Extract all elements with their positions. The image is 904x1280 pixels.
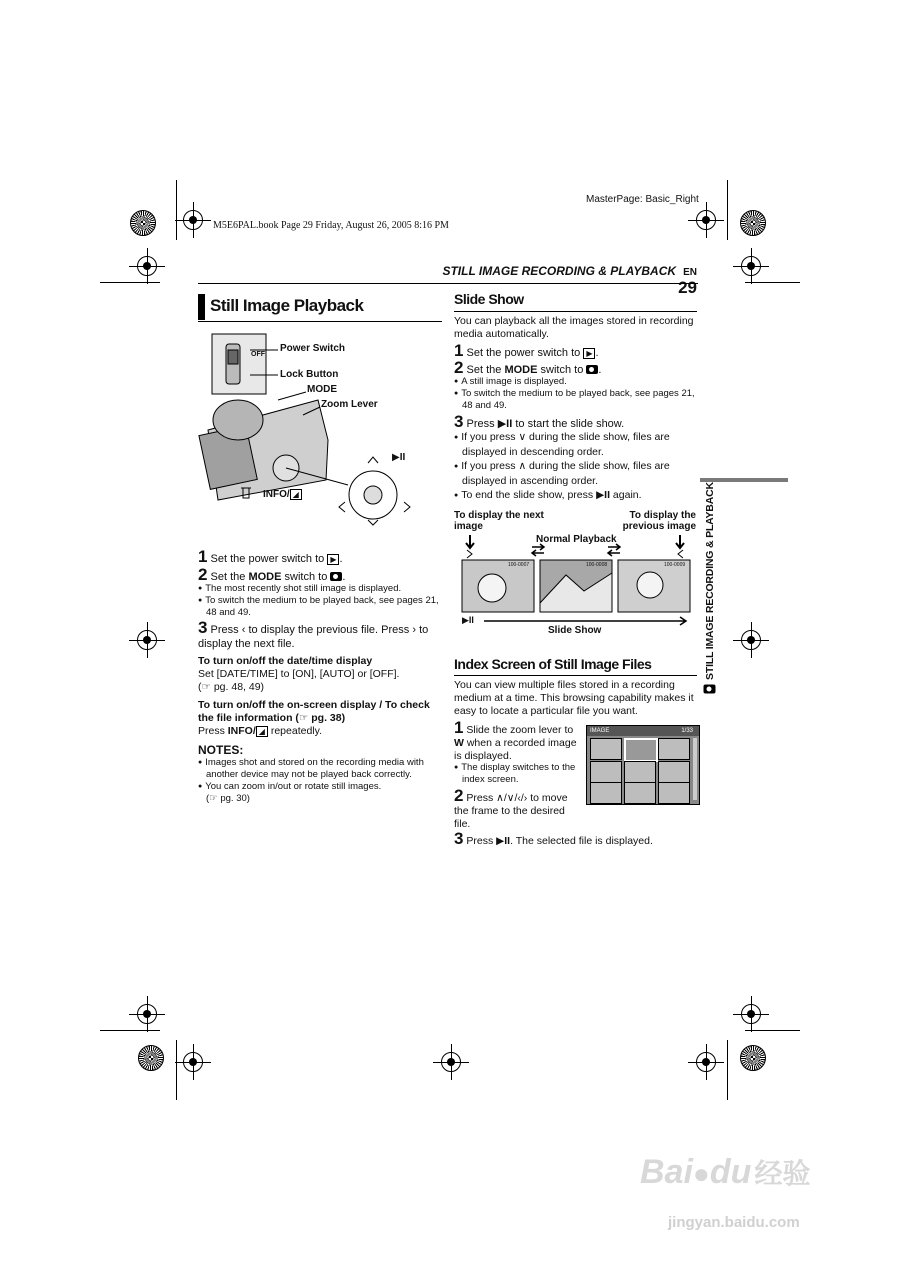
zoom-lever-label: Zoom Lever bbox=[321, 399, 378, 410]
crop-line bbox=[745, 1030, 800, 1031]
bullet-text: during the slide show, files are displayed in ascending order. bbox=[462, 460, 670, 487]
notes-title: NOTES: bbox=[198, 743, 244, 757]
baidu-watermark bbox=[640, 1152, 810, 1192]
step-text: switch to bbox=[540, 364, 584, 376]
camera-icon bbox=[704, 685, 716, 694]
left-step-3 bbox=[198, 620, 442, 651]
w-bold: W bbox=[454, 737, 464, 749]
off-label: OFF bbox=[251, 351, 265, 358]
info-bold: INFO/ bbox=[227, 725, 256, 737]
registration-mark bbox=[183, 1052, 203, 1072]
baidu-logo-text: Bai bbox=[640, 1153, 693, 1191]
osd-heading bbox=[198, 699, 442, 725]
right-arrow-icon bbox=[404, 502, 410, 512]
note-item: ● Images shot and stored on the recording media with another device may not be played back correctly. bbox=[198, 757, 442, 781]
step-number: 1 bbox=[454, 341, 464, 360]
index-step-2 bbox=[454, 788, 584, 831]
crop-line bbox=[745, 282, 800, 283]
step-text: to move the frame to the desired file. bbox=[454, 792, 568, 830]
step-text: Set the power switch to bbox=[466, 347, 581, 359]
down-arrow-icon bbox=[368, 520, 378, 525]
swap-arrows-icon bbox=[608, 544, 620, 556]
still-image-playback-title: Still Image Playback bbox=[210, 296, 364, 315]
header-rule bbox=[198, 283, 698, 284]
slide-show-label: Slide Show bbox=[548, 625, 602, 636]
notes-section bbox=[198, 743, 442, 804]
slide-show-arrow bbox=[484, 617, 686, 625]
control-pad-center bbox=[364, 486, 382, 504]
right-arrow-icon: › bbox=[412, 624, 416, 636]
camera-icon bbox=[586, 365, 598, 374]
left-step-2: 2 Set the MODE switch to . bbox=[198, 565, 346, 584]
crop-line bbox=[100, 1030, 160, 1031]
lang-label: EN bbox=[683, 267, 697, 278]
step-text: when a recorded image is displayed. bbox=[454, 737, 577, 762]
step-text: . The selected file is displayed. bbox=[510, 835, 653, 847]
index-thumb bbox=[658, 761, 690, 783]
index-thumb bbox=[624, 761, 656, 783]
baidu-cn-text: 经验 bbox=[754, 1158, 811, 1189]
play-pause-icon: ▶II bbox=[496, 835, 511, 847]
index-scrollbar bbox=[693, 738, 697, 800]
slide-step-1: 1 Set the power switch to ▶ . bbox=[454, 341, 599, 360]
index-thumb bbox=[590, 738, 622, 760]
side-tab-label: STILL IMAGE RECORDING & PLAYBACK bbox=[704, 482, 716, 680]
bullet-text: If you press bbox=[461, 460, 516, 472]
slide-intro: You can playback all the images stored in recording media automatically. bbox=[454, 315, 694, 340]
mode-label: MODE bbox=[307, 384, 337, 395]
mode-bold: MODE bbox=[248, 571, 282, 583]
info-key-icon: ◢ bbox=[256, 726, 268, 737]
registration-mark bbox=[696, 210, 716, 230]
paw-icon: ● bbox=[692, 1158, 710, 1189]
date-ref: (☞ pg. 48, 49) bbox=[198, 681, 265, 693]
step-text: Press bbox=[210, 624, 239, 636]
play-pause-icon: ▶II bbox=[462, 615, 474, 625]
index-thumb bbox=[590, 782, 622, 804]
down-arrow-icon bbox=[466, 535, 474, 548]
bullet: ● The most recently shot still image is displayed. bbox=[198, 583, 442, 595]
watermark-url: jingyan.baidu.com bbox=[668, 1214, 800, 1231]
lens bbox=[213, 400, 263, 440]
index-step-1-bullet: ● The display switches to the index screen. bbox=[454, 762, 588, 786]
step-number: 3 bbox=[454, 829, 464, 848]
left-arrow-icon: ‹ bbox=[241, 624, 246, 636]
step-text: switch to bbox=[284, 571, 328, 583]
up-arrow-icon bbox=[368, 457, 378, 463]
corner-starburst-tl bbox=[130, 210, 156, 236]
next-image-label: To display the next image bbox=[454, 510, 544, 532]
index-thumb bbox=[624, 738, 658, 762]
left-step-1: 1 Set the power switch to ▶ . bbox=[198, 547, 343, 566]
lock-button-label: Lock Button bbox=[280, 369, 339, 380]
right-arrow-icon bbox=[467, 550, 472, 558]
step-number: 2 bbox=[454, 358, 464, 377]
power-switch-knob bbox=[228, 350, 238, 364]
ref-icon: ☞ bbox=[201, 681, 211, 693]
direction-arrows-icon: ∧/∨/‹/› bbox=[496, 792, 528, 804]
bullet-text: If you press bbox=[461, 431, 516, 443]
file-number-2: 100-0008 bbox=[586, 562, 608, 568]
left-arrow-icon bbox=[339, 502, 345, 512]
osd-body-text: repeatedly. bbox=[270, 725, 323, 737]
ref-icon: ☞ bbox=[298, 712, 309, 724]
registration-mark bbox=[137, 1004, 157, 1024]
bullet: ● To switch the medium to be played back, see pages 21, 48 and 49. bbox=[198, 595, 442, 619]
chapter-title: STILL IMAGE RECORDING & PLAYBACK bbox=[442, 264, 677, 278]
file-number-1: 100-0007 bbox=[508, 562, 530, 568]
registration-mark bbox=[441, 1052, 461, 1072]
previous-image-label: To display the previous image bbox=[622, 510, 696, 532]
registration-mark bbox=[741, 630, 761, 650]
left-step-2-bullets bbox=[198, 583, 442, 619]
play-pause-icon: ▶II bbox=[596, 489, 610, 501]
index-screen-bar bbox=[587, 726, 699, 736]
info-key-icon: ◢ bbox=[290, 489, 302, 500]
side-tab bbox=[703, 482, 717, 698]
date-body: Set [DATE/TIME] to [ON], [AUTO] or [OFF]. bbox=[198, 668, 400, 680]
file-info: M5E6PAL.book Page 29 Friday, August 26, 2005 8:16 PM bbox=[213, 220, 449, 231]
slide-show-figure bbox=[454, 533, 698, 633]
baidu-logo-text-2: du bbox=[709, 1153, 752, 1191]
slide-step-2-bullets bbox=[454, 376, 698, 412]
section-rule bbox=[198, 321, 442, 322]
master-page-label: MasterPage: Basic_Right bbox=[586, 194, 699, 205]
registration-mark bbox=[741, 1004, 761, 1024]
play-mode-icon: ▶ bbox=[583, 348, 595, 359]
index-count: 1/33 bbox=[681, 728, 693, 734]
corner-starburst-tr bbox=[740, 210, 766, 236]
bullet-text: during the slide show, files are displayed in descending order. bbox=[462, 431, 670, 458]
play-pause-icon: ▶II bbox=[497, 418, 513, 430]
section-rule bbox=[454, 675, 697, 676]
note-ref-text: pg. 30) bbox=[220, 793, 250, 804]
play-pause-label: ▶II bbox=[392, 452, 406, 463]
index-intro: You can view multiple files stored in a recording medium at a time. This browsing capability makes it easy to locate a particular file you want. bbox=[454, 679, 694, 717]
power-switch-label: Power Switch bbox=[280, 343, 346, 354]
step-text: Set the power switch to bbox=[210, 553, 325, 565]
camcorder-diagram bbox=[198, 330, 442, 550]
page-number: 29 bbox=[678, 278, 697, 297]
index-thumb bbox=[658, 782, 690, 804]
note-item: ● You can zoom in/out or rotate still images. bbox=[198, 781, 442, 793]
bullet: ● To switch the medium to be played back, see pages 21, 48 and 49. bbox=[454, 388, 698, 412]
bullet bbox=[454, 488, 698, 503]
index-thumb bbox=[590, 761, 622, 783]
bullet bbox=[454, 459, 698, 488]
osd-section bbox=[198, 699, 442, 738]
file-number-3: 100-0009 bbox=[664, 562, 686, 568]
osd-heading-text: To turn on/off the on-screen display / To check the file information ( bbox=[198, 699, 430, 724]
registration-mark bbox=[183, 210, 203, 230]
step-number: 3 bbox=[454, 412, 464, 431]
date-ref-text: pg. 48, 49) bbox=[213, 681, 265, 693]
slide-step-2: 2 Set the MODE switch to . bbox=[454, 358, 602, 377]
normal-playback-label: Normal Playback bbox=[536, 534, 617, 545]
crop-line bbox=[727, 1040, 728, 1100]
step-text: to display the previous file. Press bbox=[248, 624, 410, 636]
slide-step-3 bbox=[454, 414, 698, 431]
index-screen bbox=[586, 725, 700, 805]
mode-bold: MODE bbox=[504, 364, 538, 376]
index-step-3 bbox=[454, 831, 698, 848]
step-text: Set the bbox=[466, 364, 502, 376]
slide-show-title: Slide Show bbox=[454, 291, 524, 307]
registration-mark bbox=[741, 256, 761, 276]
index-thumb bbox=[624, 782, 656, 804]
date-heading: To turn on/off the date/time display bbox=[198, 655, 373, 667]
play-mode-icon: ▶ bbox=[327, 554, 339, 565]
section-rule bbox=[454, 311, 697, 312]
title-marker bbox=[198, 294, 205, 320]
left-arrow-icon bbox=[678, 550, 683, 558]
bullet bbox=[454, 430, 698, 459]
crop-line bbox=[100, 282, 160, 283]
bullet: ● A still image is displayed. bbox=[454, 376, 698, 388]
note-ref: (☞ pg. 30) bbox=[206, 793, 250, 804]
camera-icon bbox=[330, 572, 342, 581]
bullet-text: To end the slide show, press bbox=[461, 489, 594, 501]
info-label bbox=[263, 489, 302, 500]
osd-body bbox=[198, 725, 442, 738]
crop-line bbox=[176, 1040, 177, 1100]
down-arrow-icon: ∨ bbox=[518, 431, 527, 443]
step-text: Slide the zoom lever to bbox=[466, 724, 574, 736]
index-step-1 bbox=[454, 720, 580, 763]
step-number: 2 bbox=[454, 786, 464, 805]
bullet-text: again. bbox=[612, 489, 642, 501]
index-thumb bbox=[658, 738, 690, 760]
registration-mark bbox=[137, 256, 157, 276]
crop-line bbox=[727, 180, 728, 240]
slide-step-3-bullets bbox=[454, 430, 698, 503]
step-text: to start the slide show. bbox=[515, 418, 625, 430]
index-label: IMAGE bbox=[590, 728, 610, 734]
step-text: Press bbox=[466, 835, 494, 847]
step-number: 2 bbox=[198, 565, 208, 584]
step-text: Set the bbox=[210, 571, 246, 583]
corner-starburst-br bbox=[740, 1045, 766, 1071]
registration-mark bbox=[137, 630, 157, 650]
info-text: INFO/ bbox=[263, 489, 290, 500]
step-number: 1 bbox=[454, 718, 464, 737]
down-arrow-icon bbox=[676, 535, 684, 548]
step-text: Press bbox=[466, 418, 495, 430]
step-number: 1 bbox=[198, 547, 208, 566]
date-time-section bbox=[198, 655, 442, 694]
osd-body-text: Press bbox=[198, 725, 225, 737]
registration-mark bbox=[696, 1052, 716, 1072]
index-screen-title: Index Screen of Still Image Files bbox=[454, 656, 652, 672]
corner-starburst-bl bbox=[138, 1045, 164, 1071]
swap-arrows-icon bbox=[532, 544, 544, 556]
up-arrow-icon: ∧ bbox=[518, 460, 527, 472]
crop-line bbox=[176, 180, 177, 240]
step-text: Press bbox=[466, 792, 494, 804]
osd-ref: pg. 38) bbox=[311, 712, 346, 724]
step-text: to display the next file. bbox=[198, 624, 429, 650]
ref-icon: ☞ bbox=[209, 793, 218, 804]
step-number: 3 bbox=[198, 618, 208, 637]
